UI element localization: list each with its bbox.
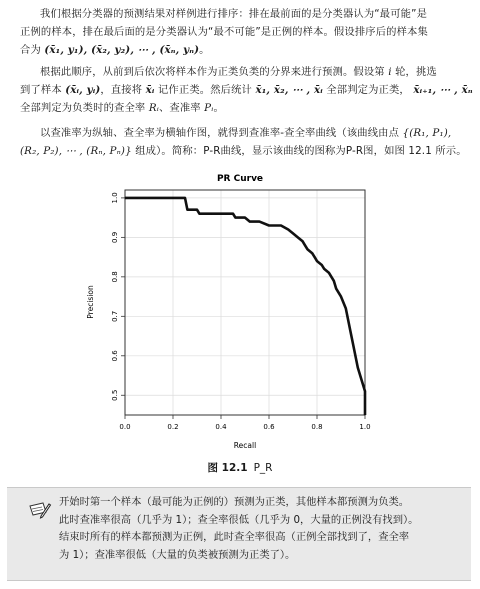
- curve-point: [232, 213, 233, 214]
- x-tick-label: 0.4: [215, 423, 227, 431]
- curve-point: [148, 197, 149, 198]
- x-tick-label: 0.8: [311, 423, 323, 431]
- note-text: [59, 494, 459, 564]
- paragraph-procedure: [20, 64, 473, 117]
- curve-points: [124, 197, 365, 415]
- curve-point: [172, 197, 173, 198]
- paragraph-line: 我们根据分类器的预测结果对样例进行排序：排在最前面的是分类器认为“最可能”是: [40, 8, 428, 20]
- curve-point: [211, 213, 212, 214]
- note-line: 此时查准率很高（几乎为 1）；查全率很低（几乎为 0，大量的正例没有找到）。: [59, 513, 419, 526]
- text-fragment: 合为: [20, 43, 41, 56]
- figure-caption: [0, 460, 480, 475]
- math-expression: i: [388, 66, 392, 78]
- curve-point: [345, 308, 346, 309]
- curve-point: [292, 233, 293, 234]
- y-tick-label: 1.0: [111, 192, 119, 204]
- curve-point: [208, 213, 209, 214]
- paragraph-line: [20, 42, 458, 60]
- curve-point: [362, 383, 363, 384]
- math-expression: (x̄ᵢ, yᵢ): [65, 83, 101, 96]
- text-fragment: 全部判定为正类，: [326, 83, 410, 96]
- curve-point: [196, 209, 197, 210]
- text-fragment: 。: [213, 101, 224, 114]
- curve-point: [364, 391, 365, 392]
- curve-point: [124, 197, 125, 198]
- x-axis: [119, 415, 370, 431]
- math-expression: x̄ᵢ₊₁, ⋯ , x̄ₙ: [413, 83, 473, 96]
- curve-point: [324, 268, 325, 269]
- curve-point: [364, 414, 365, 415]
- math-expression: Rᵢ: [148, 101, 159, 114]
- paragraph-pr-definition: [20, 125, 467, 161]
- y-tick-label: 0.9: [111, 231, 119, 243]
- curve-point: [160, 197, 161, 198]
- text-fragment: 记作正类。然后统计: [157, 83, 253, 96]
- curve-point: [302, 241, 303, 242]
- curve-point: [352, 343, 353, 344]
- paragraph-ranking: [20, 6, 458, 59]
- curve-point: [280, 225, 281, 226]
- curve-point: [184, 197, 185, 198]
- text-fragment: 。: [199, 43, 210, 56]
- text-fragment: 轮，挑选: [395, 66, 437, 78]
- math-expression: (R₂, P₂), ⋯ , (Rₙ, Pₙ)}: [20, 144, 132, 157]
- figure-title: P_R: [253, 462, 273, 474]
- curve-point: [328, 272, 329, 273]
- curve-point: [348, 320, 349, 321]
- curve-point: [307, 249, 308, 250]
- y-tick-label: 0.8: [111, 271, 119, 283]
- curve-point: [249, 221, 250, 222]
- curve-point: [304, 245, 305, 246]
- y-tick-label: 0.7: [111, 310, 119, 322]
- curve-point: [355, 355, 356, 356]
- pr-curve-chart: [85, 168, 375, 453]
- math-expression: {(R₁, P₁),: [402, 127, 452, 139]
- curve-point: [333, 280, 334, 281]
- curve-point: [268, 225, 269, 226]
- curve-point: [357, 367, 358, 368]
- paragraph-line: [20, 100, 458, 118]
- pen-note-icon: [27, 500, 51, 520]
- text-fragment: ，直接将: [100, 83, 143, 96]
- text-fragment: 组成）。简称：P-R曲线，显示该曲线的图称为P-R图，如图 12.1 所示。: [135, 144, 467, 157]
- curve-point: [316, 261, 317, 262]
- curve-point: [350, 332, 351, 333]
- text-fragment: 到了样本: [20, 83, 62, 96]
- x-tick-label: 0.6: [263, 423, 275, 431]
- curve-point: [199, 213, 200, 214]
- text-fragment: 全部判定为负类时的查全率: [20, 101, 146, 114]
- paragraph-line: [20, 143, 467, 161]
- note-line: 为 1）；查准率很低（大量的负类被预测为正类了）。: [59, 548, 296, 561]
- figure-number: 图 12.1: [207, 462, 248, 474]
- curve-point: [314, 257, 315, 258]
- x-tick-label: 1.0: [359, 423, 371, 431]
- curve-point: [321, 264, 322, 265]
- curve-point: [136, 197, 137, 198]
- y-axis: [111, 192, 125, 401]
- curve-point: [288, 229, 289, 230]
- pr-curve-line: [125, 198, 365, 415]
- y-axis-label: Precision: [86, 285, 95, 319]
- note-line: 结束时所有的样本都预测为正例，此时查全率很高（正例全部找到了，查全率: [59, 531, 410, 544]
- note-line: 开始时第一个样本（最可能为正例的）预测为正类，其他样本都预测为负类。: [59, 496, 410, 508]
- paragraph-line: 正例的样本，排在最后面的是分类器认为“最不可能”是正例的样本。假设排序后的样本集: [20, 25, 428, 38]
- chart-title: PR Curve: [216, 174, 264, 184]
- curve-point: [225, 213, 226, 214]
- curve-point: [364, 403, 365, 404]
- math-expression: Pᵢ: [204, 101, 214, 114]
- curve-point: [360, 375, 361, 376]
- curve-point: [259, 221, 260, 222]
- math-expression: (x̄₁, y₁), (x̄₂, y₂), ⋯ , (x̄ₙ, yₙ): [44, 43, 200, 56]
- text-fragment: 以查准率为纵轴、查全率为横轴作图，就得到查准率-查全率曲线（该曲线由点: [40, 127, 400, 139]
- math-expression: x̄ᵢ: [145, 83, 155, 96]
- curve-point: [220, 213, 221, 214]
- curve-point: [312, 253, 313, 254]
- curve-point: [244, 217, 245, 218]
- text-fragment: 根据此顺序，从前到后依次将样本作为正类负类的分界来进行预测。假设第: [40, 66, 385, 78]
- curve-point: [187, 209, 188, 210]
- plot-frame: [125, 190, 365, 415]
- paragraph-line: [20, 125, 458, 143]
- chart-grid: [125, 190, 365, 415]
- paragraph-line: [20, 64, 458, 82]
- math-expression: x̄₁, x̄₂, ⋯ , x̄ᵢ: [255, 83, 323, 96]
- text-fragment: 、查准率: [158, 101, 201, 114]
- x-tick-label: 0.0: [119, 423, 131, 431]
- curve-point: [340, 296, 341, 297]
- x-tick-label: 0.2: [167, 423, 179, 431]
- x-axis-label: Recall: [233, 441, 257, 450]
- curve-point: [256, 221, 257, 222]
- curve-point: [297, 237, 298, 238]
- note-box: [7, 487, 471, 581]
- curve-point: [235, 217, 236, 218]
- y-tick-label: 0.5: [111, 389, 119, 401]
- y-tick-label: 0.6: [111, 350, 119, 362]
- paragraph-line: [20, 82, 473, 100]
- curve-point: [336, 288, 337, 289]
